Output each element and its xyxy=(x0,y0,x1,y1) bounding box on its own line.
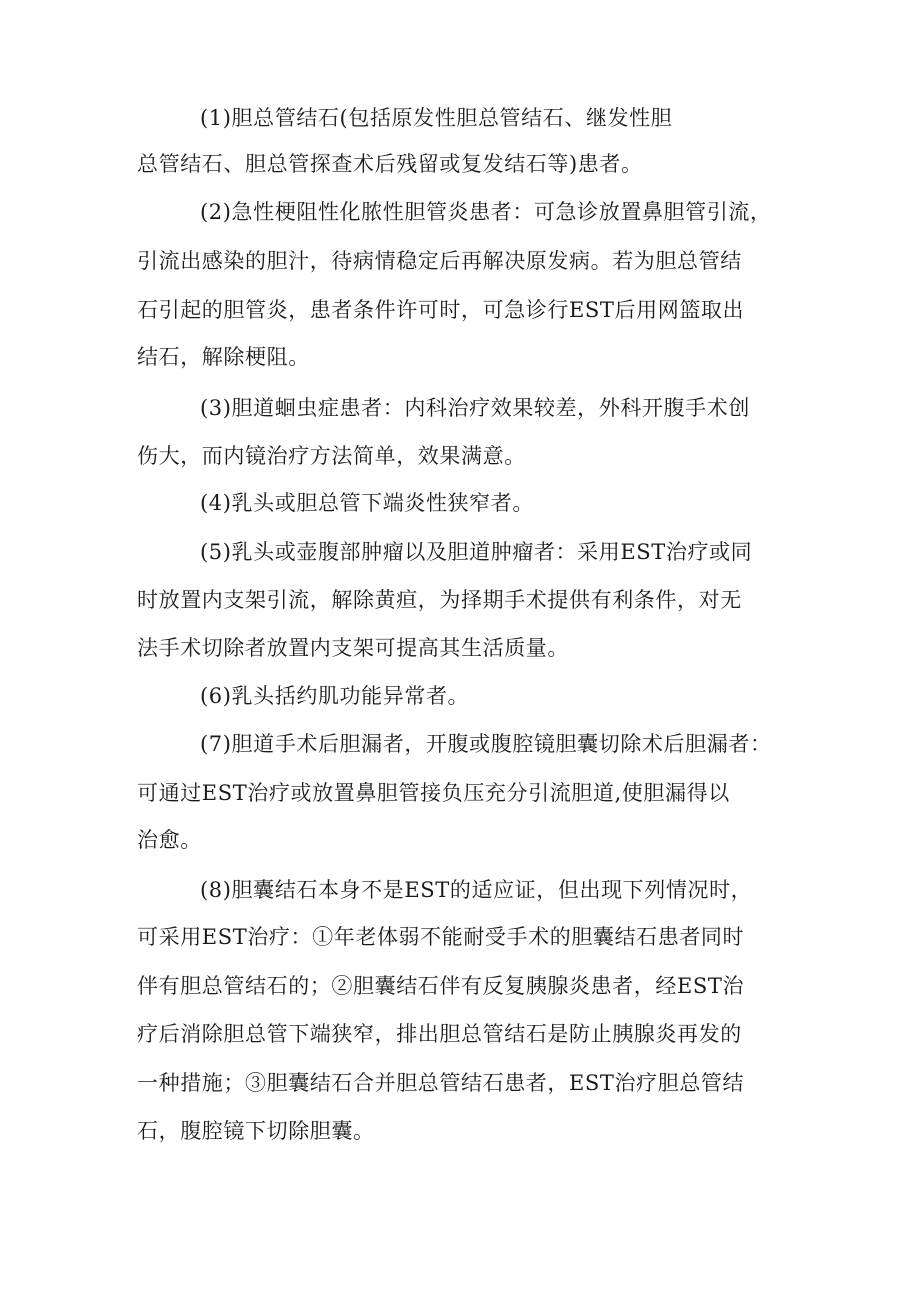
paragraph-5-line-2: 时放置内支架引流，解除黄疸，为择期手术提供有利条件，对无 xyxy=(137,588,742,612)
paragraph-6-line-1: (6)乳头括约肌功能异常者。 xyxy=(200,684,470,708)
paragraph-7-line-1: (7)胆道手术后胆漏者，开腹或腹腔镜胆囊切除术后胆漏者： xyxy=(200,732,772,756)
paragraph-3-line-2: 伤大，而内镜治疗方法简单，效果满意。 xyxy=(137,444,526,468)
paragraph-4-line-1: (4)乳头或胆总管下端炎性狭窄者。 xyxy=(200,491,534,515)
paragraph-7-line-2: 可通过EST治疗或放置鼻胆管接负压充分引流胆道,使胆漏得以 xyxy=(137,781,730,805)
paragraph-8-line-6: 石，腹腔镜下切除胆囊。 xyxy=(137,1119,375,1143)
paragraph-8-line-2: 可采用EST治疗：①年老体弱不能耐受手术的胆囊结石患者同时 xyxy=(137,925,745,949)
paragraph-5-line-3: 法手术切除者放置内支架可提高其生活质量。 xyxy=(137,636,569,660)
paragraph-8-line-1: (8)胆囊结石本身不是EST的适应证，但出现下列情况时， xyxy=(200,878,753,902)
paragraph-8-line-3: 伴有胆总管结石的；②胆囊结石伴有反复胰腺炎患者，经EST治 xyxy=(137,974,745,998)
paragraph-5-line-1: (5)乳头或壶腹部肿瘤以及胆道肿瘤者：采用EST治疗或同 xyxy=(200,540,753,564)
paragraph-8-line-4: 疗后消除胆总管下端狭窄，排出胆总管结石是防止胰腺炎再发的 xyxy=(137,1022,742,1046)
paragraph-3-line-1: (3)胆道蛔虫症患者：内科治疗效果较差，外科开腹手术创 xyxy=(200,396,750,420)
paragraph-2-line-1: (2)急性梗阻性化脓性胆管炎患者：可急诊放置鼻胆管引流， xyxy=(200,200,772,224)
paragraph-2-line-3: 石引起的胆管炎，患者条件许可时，可急诊行EST后用网篮取出 xyxy=(137,298,745,322)
paragraph-2-line-2: 引流出感染的胆汁，待病情稳定后再解决原发病。若为胆总管结 xyxy=(137,249,742,273)
paragraph-8-line-5: 一种措施；③胆囊结石合并胆总管结石患者，EST治疗胆总管结 xyxy=(137,1071,745,1095)
paragraph-1-line-1: (1)胆总管结石(包括原发性胆总管结石、继发性胆 xyxy=(200,106,673,130)
paragraph-2-line-4: 结石，解除梗阻。 xyxy=(137,345,310,369)
paragraph-7-line-3: 治愈。 xyxy=(137,828,202,852)
paragraph-1-line-2: 总管结石、胆总管探查术后残留或复发结石等)患者。 xyxy=(137,152,643,176)
